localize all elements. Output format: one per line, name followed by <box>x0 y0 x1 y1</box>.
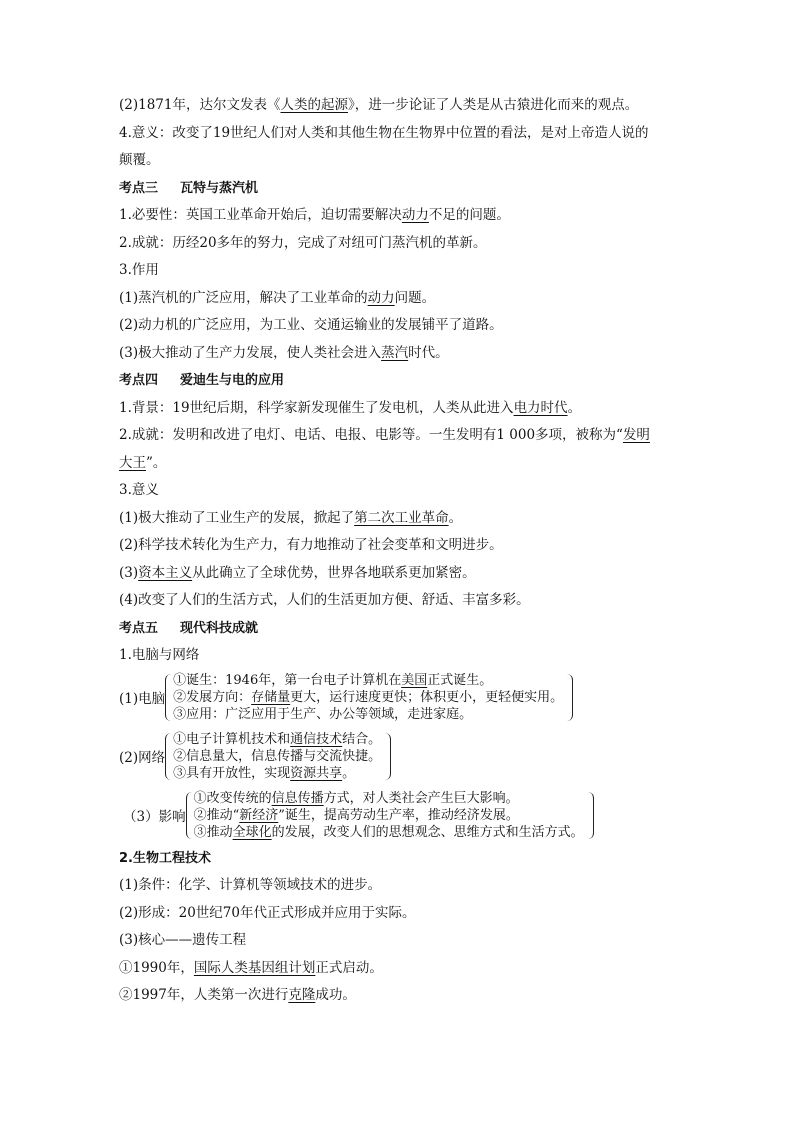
brace-group-impact <box>119 790 679 841</box>
list-item: ③具有开放性，实现资源共享。 <box>173 765 356 781</box>
list-item: ①诞生：1946年，第一台电子计算机在美国正式诞生。 <box>173 672 493 688</box>
right-brace-icon <box>566 674 573 721</box>
paragraph-meaning-2: (2)科学技术转化为生产力，有力地推动了社会变革和文明进步。 <box>119 537 503 553</box>
paragraph-effect-title: 3.作用 <box>119 262 159 278</box>
paragraph-computer-network: 1.电脑与网络 <box>119 647 200 663</box>
paragraph-bio-clone: ②1997年，人类第一次进行克隆成功。 <box>119 987 356 1003</box>
list-item: ①改变传统的信息传播方式，对人类社会产生巨大影响。 <box>193 790 519 806</box>
list-item: ②信息量大，信息传播与交流快捷。 <box>173 748 382 764</box>
list-item: ②发展方向：存储量更大，运行速度更快；体积更小，更轻便实用。 <box>173 689 564 705</box>
left-brace-icon <box>165 674 172 721</box>
list-item: ①电子计算机技术和通信技术结合。 <box>173 731 382 747</box>
paragraph-meaning-4: (4)改变了人们的生活方式，人们的生活更加方便、舒适、丰富多彩。 <box>119 592 530 608</box>
brace-group-computer <box>119 672 679 723</box>
list-item: ③推动全球化的发展，改变人们的思想观念、思维方式和生活方式。 <box>193 824 584 840</box>
paragraph-meaning-3: (3)资本主义从此确立了全球优势，世界各地联系更加紧密。 <box>119 564 476 581</box>
section-heading-5: 考点五 现代科技成就 <box>119 620 259 636</box>
paragraph-meaning-title: 3.意义 <box>119 482 159 498</box>
brace-group-network <box>119 731 679 782</box>
paragraph-darwin-origin: (2)1871年，达尔文发表《人类的起源》，进一步论证了人类是从古猿进化而来的观点。 <box>119 97 639 113</box>
section-heading-4: 考点四 爱迪生与电的应用 <box>119 373 285 388</box>
section-heading-3: 考点三 瓦特与蒸汽机 <box>119 180 259 196</box>
paragraph-bioengineering: 2.生物工程技术 <box>119 850 211 866</box>
right-brace-icon <box>384 733 391 780</box>
paragraph-bio-condition: (1)条件：化学、计算机等领域技术的进步。 <box>119 877 382 893</box>
brace-label: (1)电脑 <box>119 691 166 707</box>
paragraph-effect-2: (2)动力机的广泛应用，为工业、交通运输业的发展铺平了道路。 <box>119 317 503 333</box>
paragraph-effect-3: (3)极大推动了生产力发展，使人类社会进入蒸汽时代。 <box>119 344 449 361</box>
paragraph-background: 1.背景：19世纪后期，科学家新发现催生了发电机，人类从此进入电力时代。 <box>119 399 582 416</box>
paragraph-necessity: 1.必要性：英国工业革命开始后，迫切需要解决动力不足的问题。 <box>119 207 510 223</box>
left-brace-icon <box>165 733 172 780</box>
paragraph-meaning-1: (1)极大推动了工业生产的发展，掀起了第二次工业革命。 <box>119 509 463 526</box>
right-brace-icon <box>587 792 594 839</box>
brace-label: (2)网络 <box>119 750 166 766</box>
paragraph-significance-cont: 颠覆。 <box>119 152 160 168</box>
brace-label: （3）影响 <box>123 809 186 825</box>
paragraph-bio-core: (3)核心——遗传工程 <box>119 932 247 948</box>
paragraph-bio-genome: ①1990年，国际人类基因组计划正式启动。 <box>119 959 383 976</box>
paragraph-achievement: 2.成就：历经20多年的努力，完成了对纽可门蒸汽机的革新。 <box>119 234 487 251</box>
paragraph-edison-achievement-cont: 大王”。 <box>119 454 167 471</box>
document-page <box>119 92 679 1010</box>
list-item: ②推动“新经济”诞生，提高劳动生产率，推动经济发展。 <box>193 807 519 823</box>
paragraph-effect-1: (1)蒸汽机的广泛应用，解决了工业革命的动力问题。 <box>119 289 436 306</box>
list-item: ③应用：广泛应用于生产、办公等领域，走进家庭。 <box>173 706 473 722</box>
paragraph-significance: 4.意义：改变了19世纪人们对人类和其他生物在生物界中位置的看法，是对上帝造人说的 <box>119 124 649 141</box>
left-brace-icon <box>186 792 193 839</box>
paragraph-edison-achievement: 2.成就：发明和改进了电灯、电话、电报、电影等。一生发明有1 000多项，被称为“发明 <box>119 427 650 443</box>
paragraph-bio-formation: (2)形成：20世纪70年代正式形成并应用于实际。 <box>119 904 416 921</box>
